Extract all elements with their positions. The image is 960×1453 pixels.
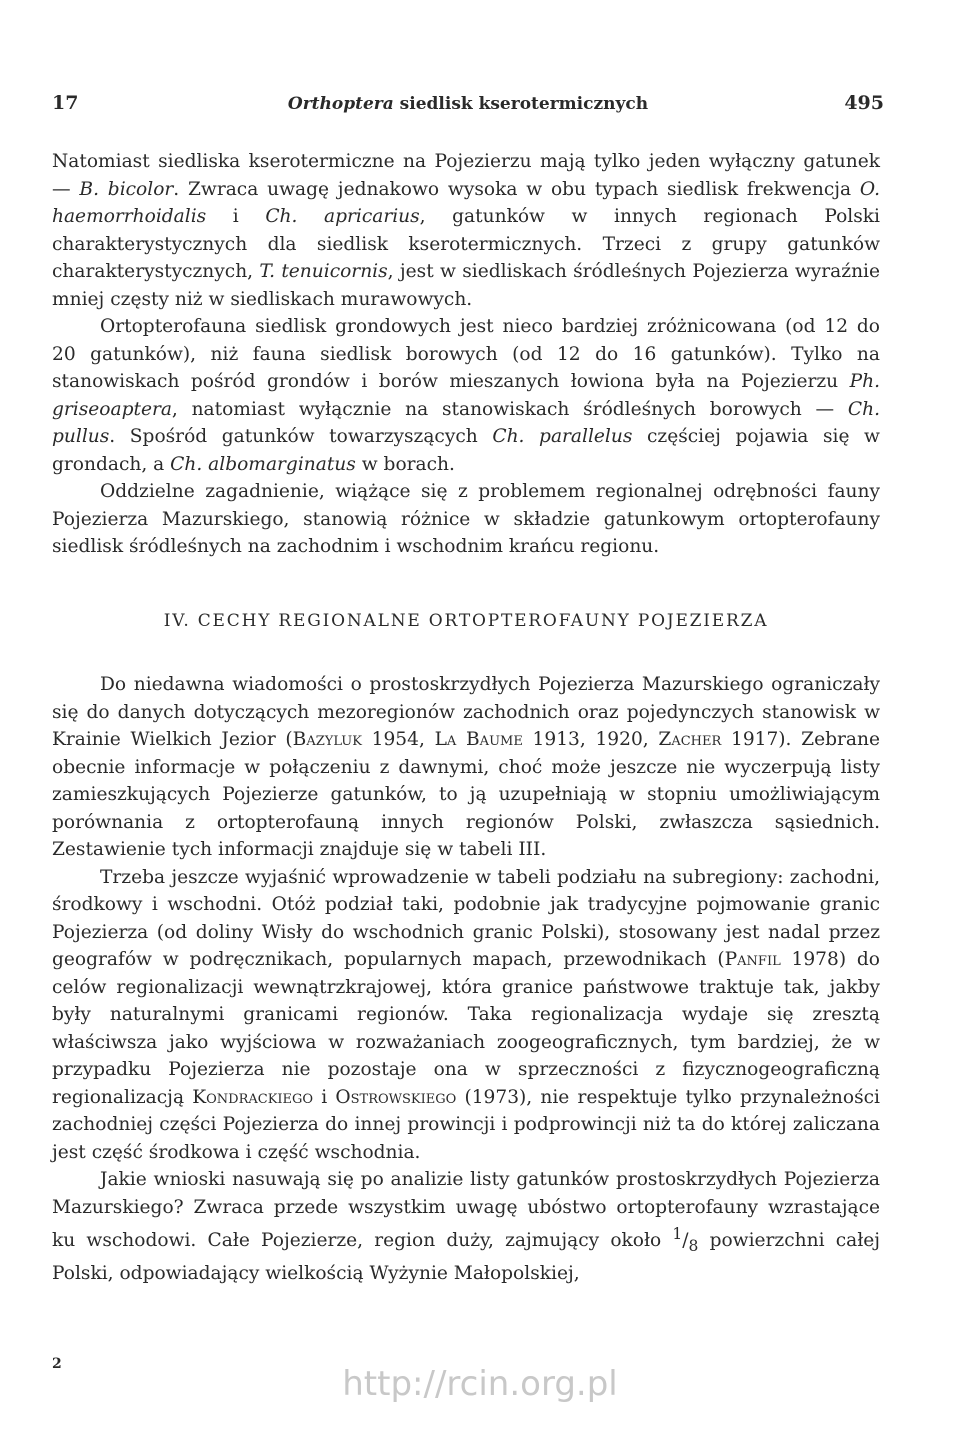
running-title (52, 94, 884, 114)
signature-mark: 2 (52, 1356, 62, 1372)
running-title-italic: Orthoptera (287, 94, 394, 114)
paragraph: Do niedawna wiadomości o prostoskrzydłych Pojezierza Mazurskiego ograniczały się do danych dotyczących mezoregionów zachodnich oraz pojedynczych stanowisk w Krainie Wielkich Jezior (Bazyluk 1954, La Baume 1913, 1920, Zacher 1917). Zebrane obecnie informacje w połączeniu z dawnymi, choć może jeszcze nie wyczerpują listy zamieszkujących Pojezierze gatunków, to ją uzupełniają w stopniu umożliwiającym porównania z ortopterofauną innych regionów Polski, zwłaszcza sąsiednich. Zestawienie tych informacji znajduje się w tabeli III. (52, 674, 880, 860)
paragraph: Natomiast siedliska kserotermiczne na Pojezierzu mają tylko jeden wyłączny gatunek — B. bicolor. Zwraca uwagę jednakowo wysoka w obu typach siedlisk frekwencja O. haemorrhoidalis i Ch. apricarius, gatunków w innych regionach Polski charakterystycznych dla siedlisk kserotermicznych. Trzeci z grupy gatunków charakterystycznych, T. tenuicornis, jest w siedliskach śródleśnych Pojezierza wyraźnie mniej częsty niż w siedliskach murawowych. (52, 151, 880, 310)
paragraph: Jakie wnioski nasuwają się po analizie listy gatunków prostoskrzydłych Pojezierza Mazurskiego? Zwraca przede wszystkim uwagę ubóstwo ortopterofauny wzrastające ku wschodowi. Całe Pojezierze, region duży, zajmujący około $^1/_8$ powierzchni całej Polski, odpowiadający wielkością Wyżynie Małopolskiej, (52, 1169, 881, 1285)
paragraph: Oddzielne zagadnienie, wiążące się z problemem regionalnej odrębności fauny Pojezierza Mazurskiego, stanowią różnice w składzie gatunkowym ortopterofauny siedlisk śródleśnych na zachodnim i wschodnim krańcu regionu. (52, 481, 880, 557)
page-number-right: 495 (844, 92, 884, 114)
page-number-left: 17 (52, 92, 79, 114)
paragraph: Trzeba jeszcze wyjaśnić wprowadzenie w tabeli podziału na subregiony: zachodni, środkowy i wschodni. Otóż podział taki, podobnie jak tradycyjne pojmowanie granic Pojezierza (od doliny Wisły do wschodnich granic Polski), stosowany jest nadal przez geografów w podręcznikach, popularnych mapach, przewodnikach (Panfil 1978) do celów regionalizacji wewnątrzkrajowej, która granice państwowe traktuje tak, jakby były naturalnymi granicami regionów. Taka regionalizacja wydaje się zresztą właściwsza jako wyjściowa w rozważaniach zoogeograficznych, tym bardziej, że w przypadku Pojezierza nie pozostaje ona w sprzeczności z fizycznogeograficzną regionalizacją Kondrackiego i Ostrowskiego (1973), nie respektuje tylko przynależności zachodniej części Pojezierza do innej prowincji i podprowincji niż ta do której zaliczana jest część środkowa i część wschodnia. (52, 866, 880, 1163)
running-title-rest: siedlisk kserotermicznych (393, 94, 649, 114)
running-header (52, 92, 884, 118)
body-text-bottom (52, 671, 880, 1288)
body-text-top (52, 148, 880, 561)
section-heading: IV. CECHY REGIONALNE ORTOPTEROFAUNY POJEZIERZA (163, 611, 769, 631)
paragraph: Ortopterofauna siedlisk grondowych jest nieco bardziej zróżnicowana (od 12 do 20 gatunków), niż fauna siedlisk borowych (od 12 do 16 gatunków). Tylko na stanowiskach pośród grondów i borów mieszanych łowiona była na Pojezierzu Ph. griseoaptera, natomiast wyłącznie na stanowiskach śródleśnych borowych — Ch. pullus. Spośród gatunków towarzyszących Ch. parallelus częściej pojawia się w grondach, a Ch. albomarginatus w borach. (52, 316, 880, 475)
watermark-url[interactable]: http://rcin.org.pl (342, 1364, 618, 1404)
